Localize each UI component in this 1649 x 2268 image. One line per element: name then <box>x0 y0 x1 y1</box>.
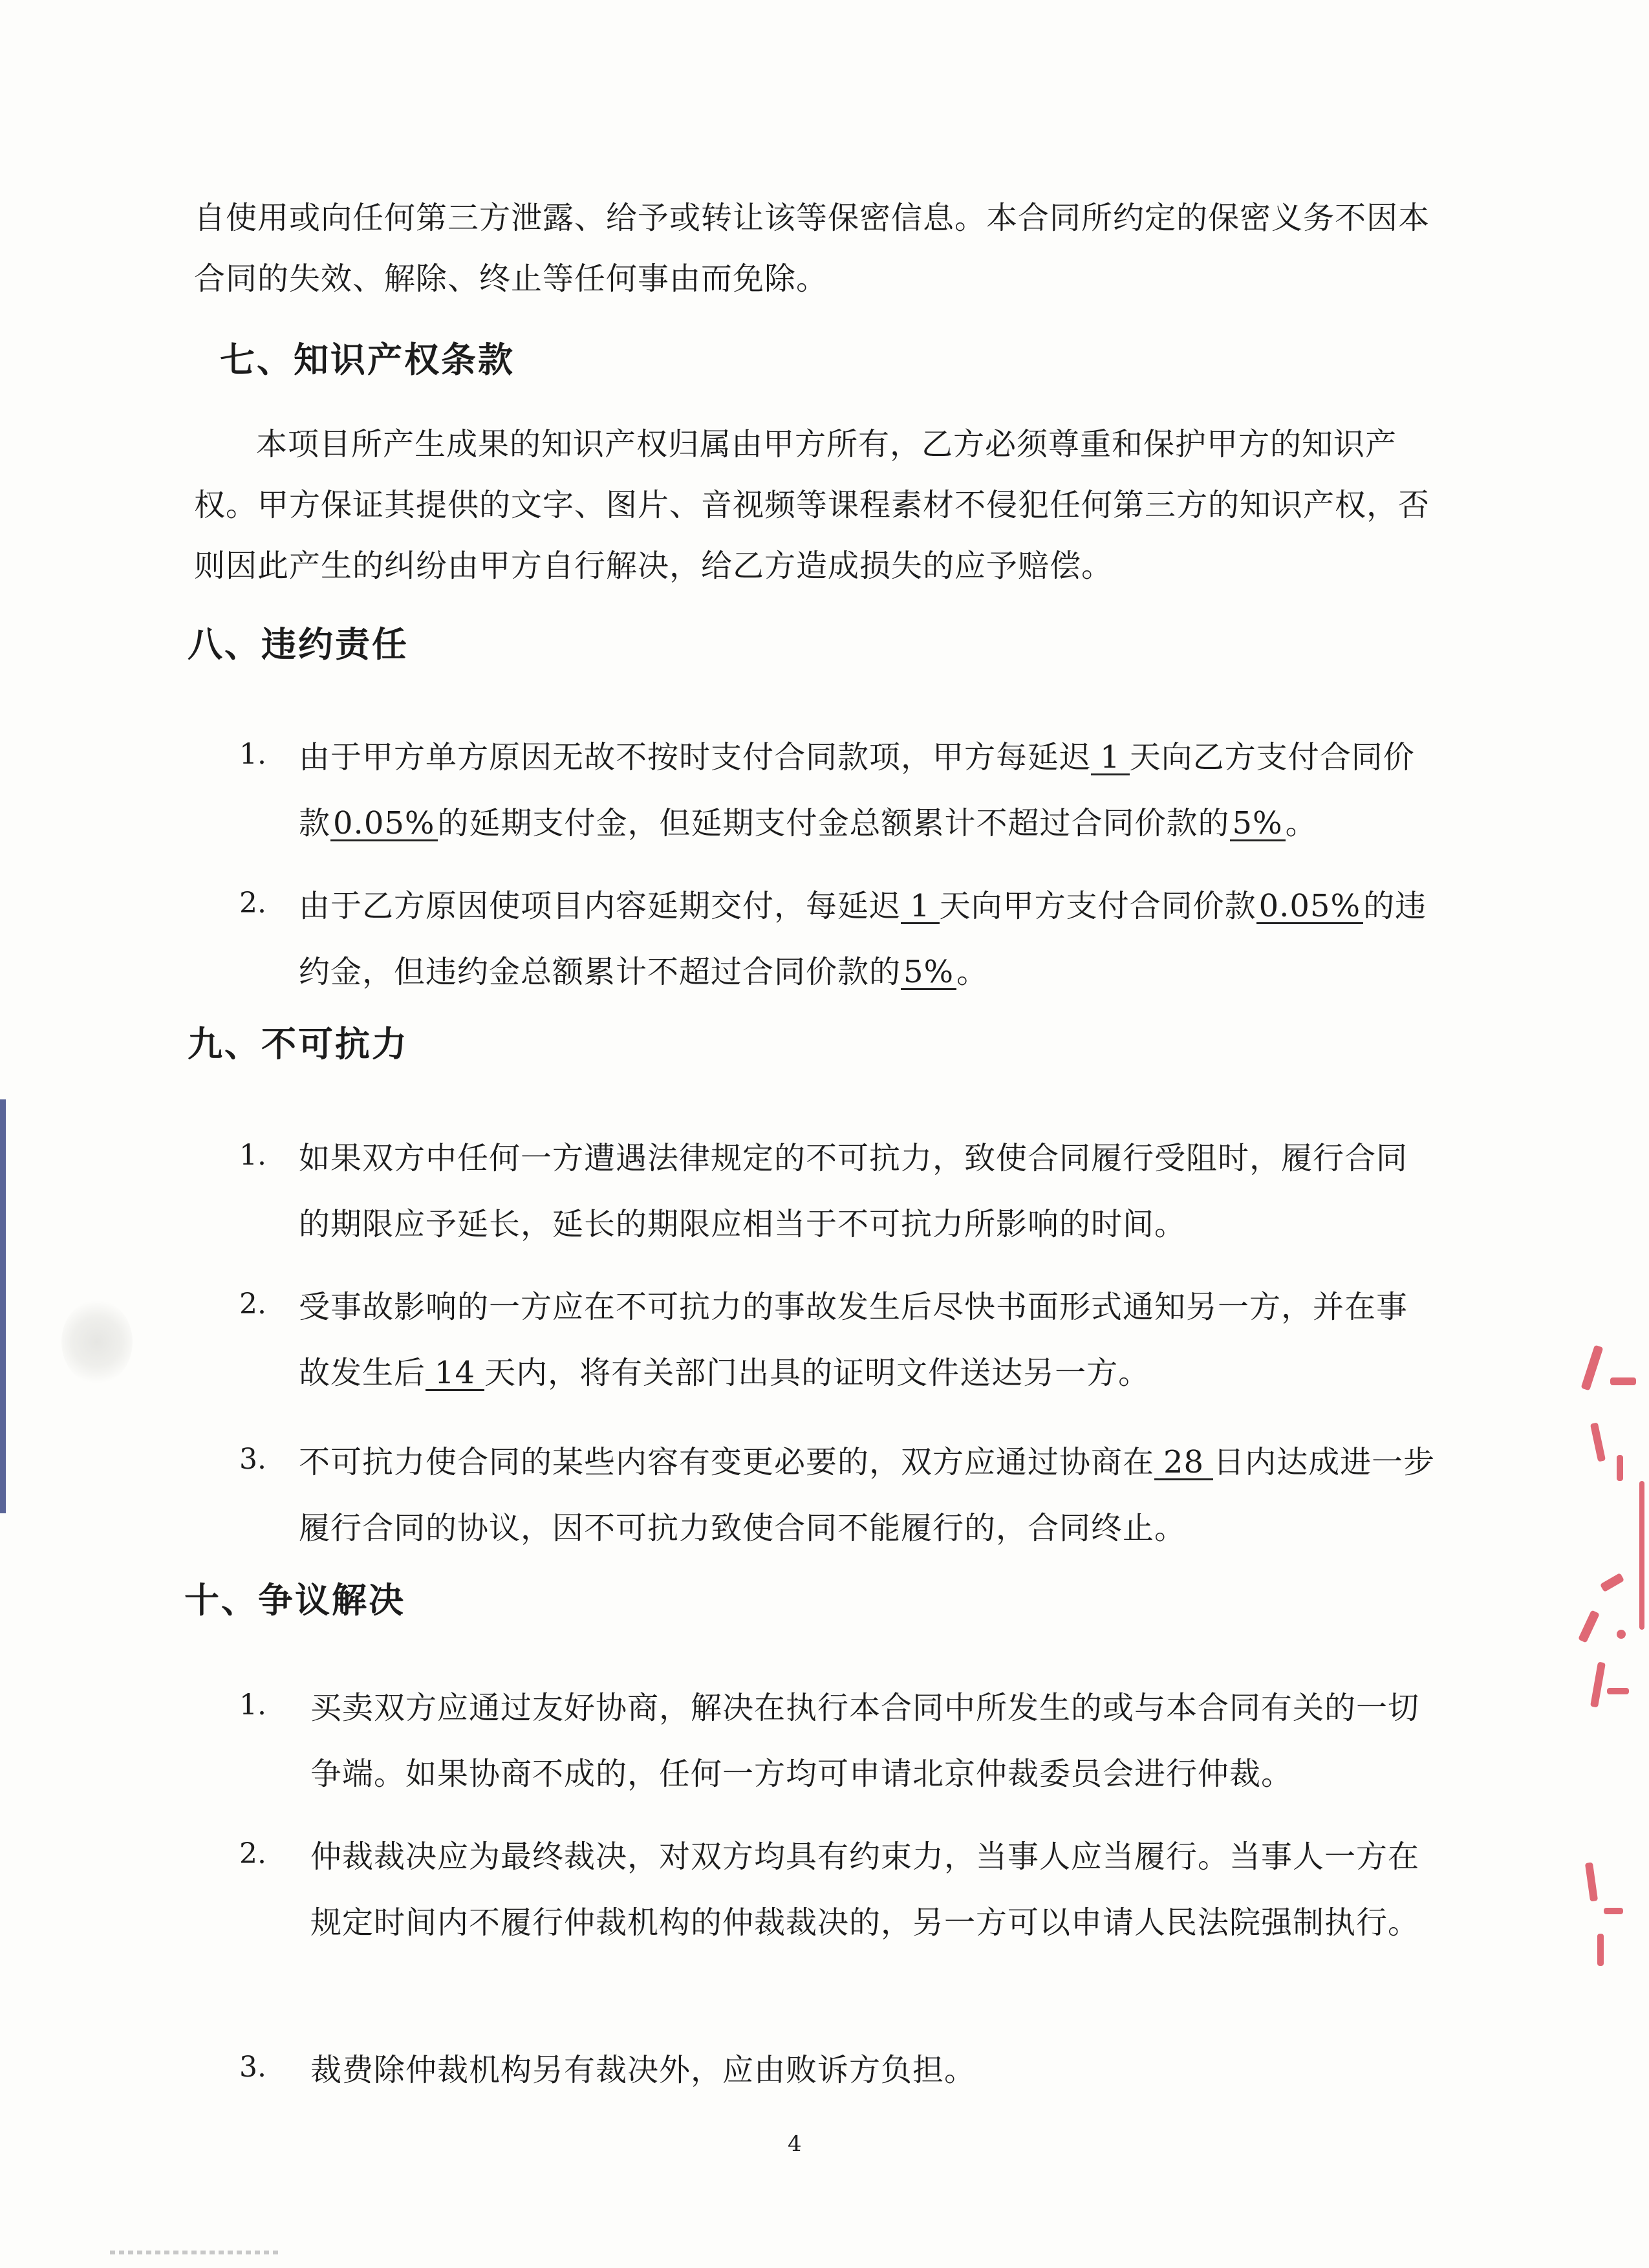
item-number: 1. <box>239 1689 266 1722</box>
penalty-rate-field: 0.05% <box>1256 890 1363 924</box>
dispute-item-2 <box>239 1824 1436 1956</box>
dispute-item-1 <box>239 1675 1436 1807</box>
page-number: 4 <box>788 2131 802 2157</box>
delay-days-field: 1 <box>1091 741 1130 775</box>
section-heading-7: 七、知识产权条款 <box>220 340 515 380</box>
paper-smudge <box>61 1300 133 1384</box>
notice-days-field: 14 <box>426 1357 484 1391</box>
scan-bottom-artifact <box>110 2251 278 2254</box>
penalty-rate-field: 0.05% <box>330 807 437 841</box>
item-number: 2. <box>239 887 266 920</box>
force-majeure-item-3 <box>239 1429 1436 1561</box>
penalty-cap-field: 5% <box>1230 807 1286 841</box>
force-majeure-item-2 <box>239 1274 1436 1406</box>
item-number: 3. <box>239 2051 266 2084</box>
dispute-item-3 <box>239 2037 1436 2103</box>
force-majeure-item-1 <box>239 1125 1436 1257</box>
item-number: 3. <box>239 1443 266 1476</box>
penalty-cap-field: 5% <box>901 956 956 990</box>
item-text: 买卖双方应通过友好协商，解决在执行本合同中所发生的或与本合同有关的一切争端。如果协商不成的，任何一方均可申请北京仲裁委员会进行仲裁。 <box>310 1690 1420 1792</box>
item-number: 1. <box>239 1139 266 1172</box>
item-text: 裁费除仲裁机构另有裁决外，应由败诉方负担。 <box>310 2052 976 2088</box>
section-heading-10: 十、争议解决 <box>184 1580 405 1621</box>
section-heading-8: 八、违约责任 <box>188 624 409 665</box>
scan-edge-artifact <box>0 1099 6 1513</box>
item-text: 仲裁裁决应为最终裁决，对双方均具有约束力，当事人应当履行。当事人一方在规定时间内不履行仲裁机构的仲裁裁决的，另一方可以申请人民法院强制执行。 <box>310 1839 1420 1941</box>
delay-days-field: 1 <box>901 890 940 924</box>
breach-item-1 <box>239 724 1436 856</box>
item-number: 2. <box>239 1288 266 1321</box>
ip-clause-paragraph: 本项目所产生成果的知识产权归属由甲方所有，乙方必须尊重和保护甲方的知识产权。甲方保证其提供的文字、图片、音视频等课程素材不侵犯任何第三方的知识产权，否则因此产生的纠纷由甲方自行解决，给乙方造成损失的应予赔偿。 <box>194 426 1430 584</box>
confidentiality-continuation: 自使用或向任何第三方泄露、给予或转让该等保密信息。本合同所约定的保密义务不因本合同的失效、解除、终止等任何事由而免除。 <box>194 200 1430 297</box>
negotiation-days-field: 28 <box>1154 1446 1213 1480</box>
item-number: 2. <box>239 1837 266 1870</box>
item-text: 由于乙方原因使项目内容延期交付，每延迟 1 天向甲方支付合同价款0.05%的违约金，但违约金总额累计不超过合同价款的5%。 <box>299 888 1427 990</box>
breach-item-2 <box>239 873 1436 1005</box>
item-text: 由于甲方单方原因无故不按时支付合同款项，甲方每延迟 1 天向乙方支付合同价款0.05%的延期支付金，但延期支付金总额累计不超过合同价款的5%。 <box>299 739 1415 841</box>
item-text: 如果双方中任何一方遭遇法律规定的不可抗力，致使合同履行受阻时，履行合同的期限应予延长，延长的期限应相当于不可抗力所影响的时间。 <box>299 1140 1408 1242</box>
item-number: 1. <box>239 738 266 771</box>
item-text: 受事故影响的一方应在不可抗力的事故发生后尽快书面形式通知另一方，并在事故发生后 14 天内，将有关部门出具的证明文件送达另一方。 <box>299 1289 1408 1391</box>
item-text: 不可抗力使合同的某些内容有变更必要的，双方应通过协商在 28 日内达成进一步履行合同的协议，因不可抗力致使合同不能履行的，合同终止。 <box>299 1444 1436 1546</box>
section-heading-9: 九、不可抗力 <box>188 1024 409 1064</box>
red-seal-stamp-fragment <box>1549 1326 1649 2005</box>
